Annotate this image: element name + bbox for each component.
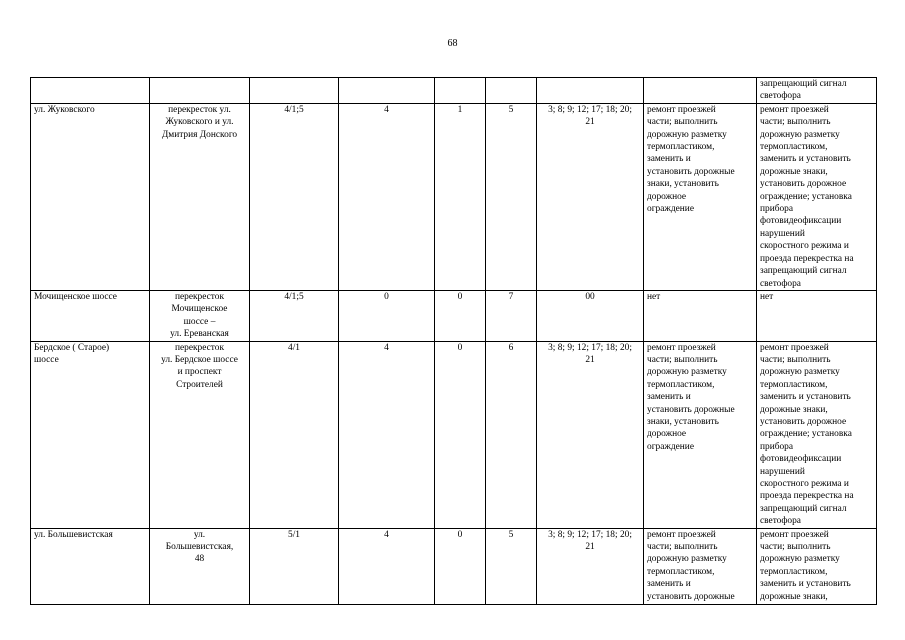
page-number: 68: [447, 38, 458, 49]
value-cell: 0: [435, 528, 486, 604]
value-cell: 4: [339, 528, 435, 604]
value-cell: 6: [486, 341, 537, 528]
street-cell: Мочищенское шоссе: [31, 290, 150, 341]
measures-cell: ремонт проезжей части; выполнить дорожную разметку термопластиком, заменить и установить дорожные знаки, установить дорожное ограждение; установка прибора фотовидеофиксации нарушений скоростного режима и проезда перекрестка на запрещающий сигнал светофора: [757, 341, 877, 528]
measures-cell: ремонт проезжей части; выполнить дорожную разметку термопластиком, заменить и установить дорожные знаки,: [757, 528, 877, 604]
street-cell: ул. Большевистская: [31, 528, 150, 604]
value-cell: 7: [486, 290, 537, 341]
measures-cell: запрещающий сигнал светофора: [757, 78, 877, 104]
value-cell: [250, 78, 339, 104]
street-cell: Бердское ( Старое) шоссе: [31, 341, 150, 528]
table-row: [31, 78, 877, 104]
value-cell: 4: [339, 103, 435, 290]
value-cell: 0: [339, 290, 435, 341]
measures-cell: ремонт проезжей части; выполнить дорожную разметку термопластиком, заменить и установить дорожные знаки, установить дорожное ограждение; установка прибора фотовидеофиксации нарушений скоростного режима и проезда перекрестка на запрещающий сигнал светофора: [757, 103, 877, 290]
table-row: [31, 103, 877, 290]
codes-cell: 3; 8; 9; 12; 17; 18; 20; 21: [537, 103, 644, 290]
value-cell: 4/1: [250, 341, 339, 528]
location-cell: перекресток ул. Жуковского и ул. Дмитрия Донского: [150, 103, 250, 290]
street-cell: [31, 78, 150, 104]
value-cell: 5/1: [250, 528, 339, 604]
value-cell: 0: [435, 341, 486, 528]
table-row: [31, 528, 877, 604]
value-cell: [435, 78, 486, 104]
codes-cell: 00: [537, 290, 644, 341]
table-row: [31, 290, 877, 341]
location-cell: [150, 78, 250, 104]
value-cell: 5: [486, 103, 537, 290]
measures-cell: ремонт проезжей части; выполнить дорожную разметку термопластиком, заменить и установить дорожные знаки, установить дорожное ограждение: [644, 341, 757, 528]
location-cell: перекресток ул. Бердское шоссе и проспект Строителей: [150, 341, 250, 528]
codes-cell: 3; 8; 9; 12; 17; 18; 20; 21: [537, 341, 644, 528]
value-cell: 4/1;5: [250, 290, 339, 341]
street-cell: ул. Жуковского: [31, 103, 150, 290]
codes-cell: [537, 78, 644, 104]
intersections-table: [30, 77, 877, 605]
measures-cell: ремонт проезжей части; выполнить дорожную разметку термопластиком, заменить и установить дорожные: [644, 528, 757, 604]
value-cell: 4/1;5: [250, 103, 339, 290]
table-row: [31, 341, 877, 528]
value-cell: 4: [339, 341, 435, 528]
measures-cell: нет: [644, 290, 757, 341]
measures-cell: [644, 78, 757, 104]
value-cell: [486, 78, 537, 104]
location-cell: перекресток Мочищенское шоссе – ул. Ереванская: [150, 290, 250, 341]
measures-cell: ремонт проезжей части; выполнить дорожную разметку термопластиком, заменить и установить дорожные знаки, установить дорожное ограждение: [644, 103, 757, 290]
value-cell: 0: [435, 290, 486, 341]
value-cell: 1: [435, 103, 486, 290]
measures-cell: нет: [757, 290, 877, 341]
value-cell: 5: [486, 528, 537, 604]
value-cell: [339, 78, 435, 104]
codes-cell: 3; 8; 9; 12; 17; 18; 20; 21: [537, 528, 644, 604]
location-cell: ул. Большевистская, 48: [150, 528, 250, 604]
